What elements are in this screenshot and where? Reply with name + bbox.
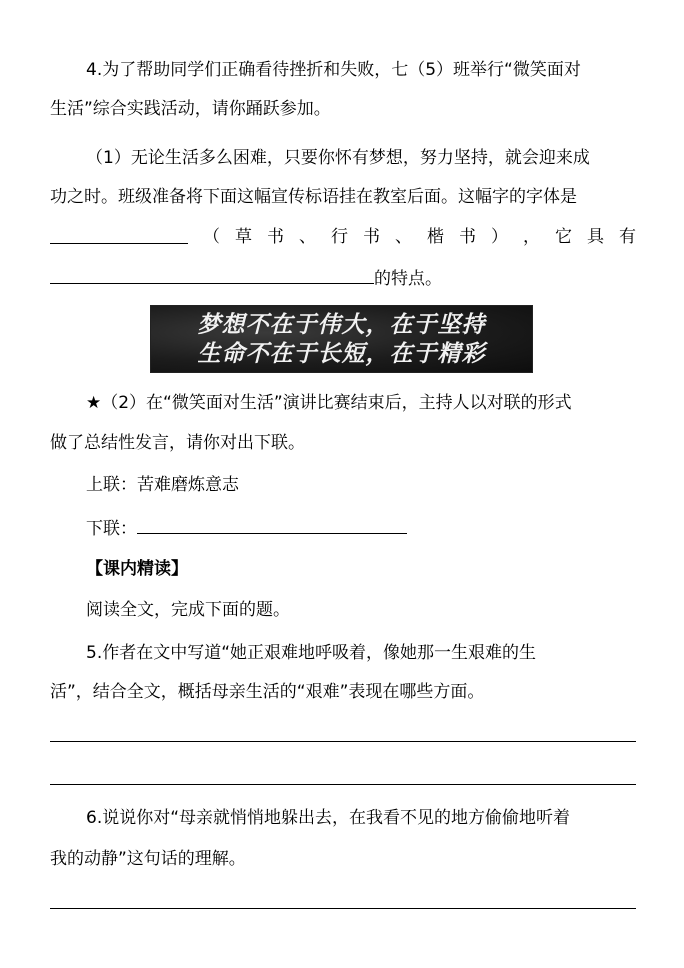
q4-part1-line3 — [50, 225, 636, 249]
option-char: 有 — [619, 227, 636, 247]
feature-answer-blank[interactable] — [50, 265, 374, 284]
lower-couplet — [86, 515, 407, 541]
option-char: 草 — [235, 227, 252, 247]
q5-answer-line-1[interactable] — [50, 741, 636, 742]
lower-couplet-blank[interactable] — [137, 515, 407, 534]
upper-couplet: 上联：苦难磨炼意志 — [86, 475, 239, 495]
option-char: 书 — [267, 227, 284, 247]
q5-line1: 5.作者在文中写道“她正艰难地呼吸着，像她那一生艰难的生 — [86, 643, 537, 663]
q4-part1-line1: （1）无论生活多么困难，只要你怀有梦想，努力坚持，就会迎来成 — [86, 148, 590, 168]
lower-couplet-label: 下联： — [86, 519, 137, 539]
q5-answer-line-2[interactable] — [50, 784, 636, 785]
option-char: 它 — [555, 227, 572, 247]
option-char: ） — [491, 227, 508, 247]
q4-part1-line2: 功之时。班级准备将下面这幅宣传标语挂在教室后面。这幅字的字体是 — [50, 187, 577, 207]
section-title: 【课内精读】 — [86, 559, 188, 579]
banner-line1: 梦想不在于伟大，在于坚持 — [197, 311, 486, 338]
q4-line2: 生活”综合实践活动，请你踊跃参加。 — [50, 99, 331, 119]
option-char: 、 — [299, 227, 316, 247]
q6-answer-line[interactable] — [50, 908, 636, 909]
feature-suffix: 的特点。 — [374, 269, 442, 289]
option-char: （ — [203, 227, 220, 247]
q4-line1: 4.为了帮助同学们正确看待挫折和失败，七（5）班举行“微笑面对 — [86, 60, 581, 80]
option-char: 书 — [459, 227, 476, 247]
q4-part2-line1: ★（2）在“微笑面对生活”演讲比赛结束后，主持人以对联的形式 — [86, 393, 572, 413]
q5-line2: 活”，结合全文，概括母亲生活的“艰难”表现在哪些方面。 — [50, 682, 485, 702]
calligraphy-banner — [150, 305, 533, 373]
option-char: 行 — [331, 227, 348, 247]
option-char: 书 — [363, 227, 380, 247]
font-answer-blank[interactable] — [50, 225, 188, 244]
banner-line2: 生命不在于长短，在于精彩 — [197, 340, 486, 367]
q4-part2-line2: 做了总结性发言，请你对出下联。 — [50, 433, 305, 453]
q6-line1: 6.说说你对“母亲就悄悄地躲出去，在我看不见的地方偷偷地听着 — [86, 808, 571, 828]
q4-part1-line4 — [50, 265, 442, 291]
option-char: 楷 — [427, 227, 444, 247]
instruction: 阅读全文，完成下面的题。 — [86, 600, 290, 620]
option-char: 、 — [395, 227, 412, 247]
q6-line2: 我的动静”这句话的理解。 — [50, 849, 246, 869]
option-char: ， — [523, 227, 540, 247]
option-char: 具 — [587, 227, 604, 247]
